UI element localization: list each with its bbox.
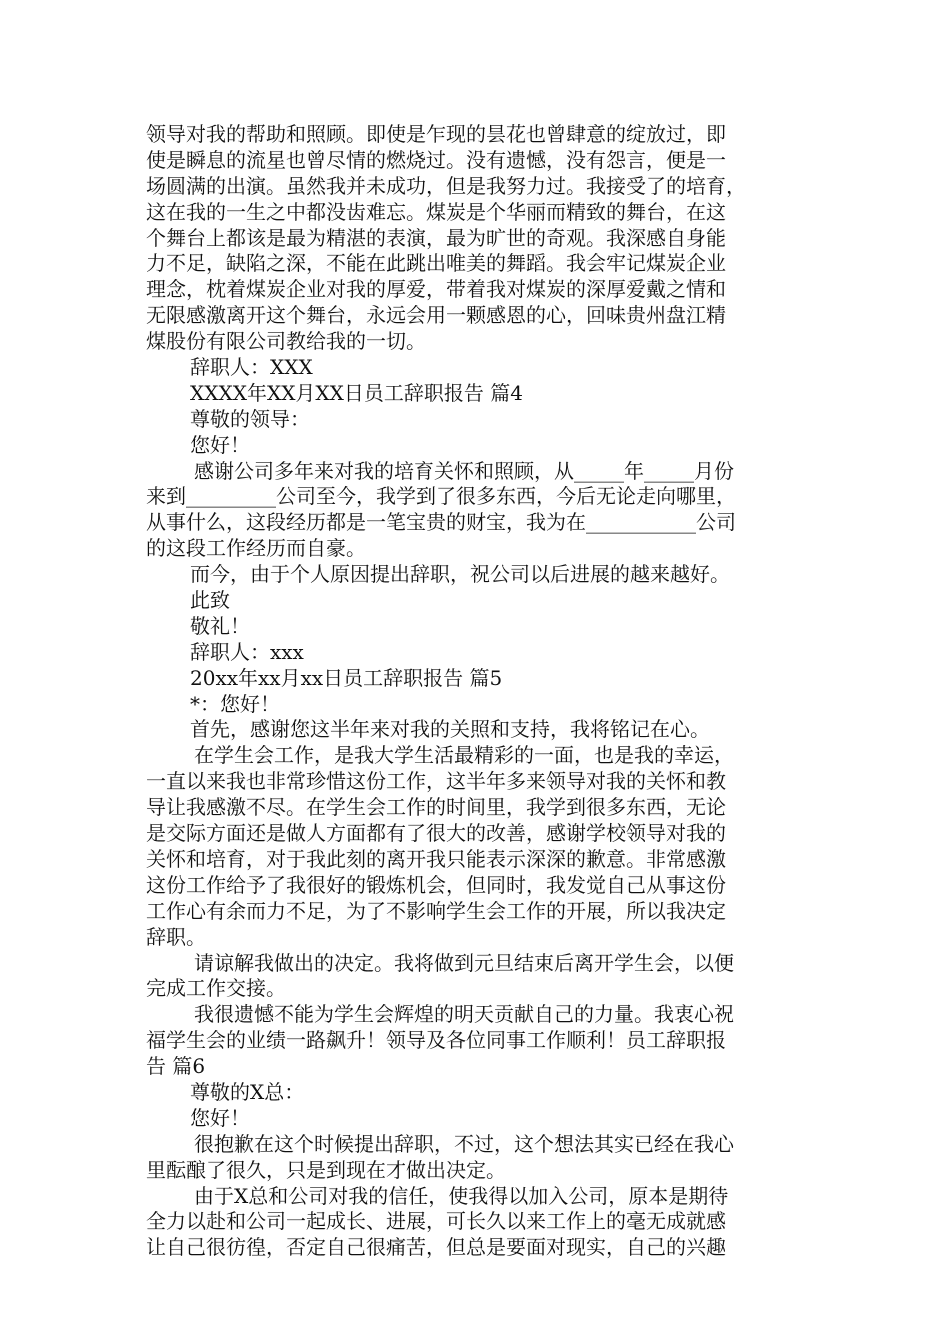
text-line: 使是瞬息的流星也曾尽情的燃烧过。没有遗憾，没有怨言，便是一 — [146, 147, 726, 172]
document-page — [146, 122, 806, 1261]
text-line: XXXX年XX月XX日员工辞职报告 篇4 — [190, 380, 523, 405]
text-line: 理念，枕着煤炭企业对我的厚爱，带着我对煤炭的深厚爱戴之情和 — [146, 277, 726, 302]
text-line: 尊敬的领导： — [190, 406, 310, 431]
text-line: 而今，由于个人原因提出辞职，祝公司以后进展的越来越好。 — [190, 562, 730, 587]
text-line: 来到_________公司至今，我学到了很多东西，今后无论走向哪里， — [146, 484, 736, 509]
text-line: 从事什么，这段经历都是一笔宝贵的财宝，我为在___________公司 — [146, 510, 736, 535]
text-line: 此致 — [190, 588, 230, 613]
text-line: 这在我的一生之中都没齿难忘。煤炭是个华丽而精致的舞台，在这 — [146, 199, 726, 224]
text-line: 领导对我的帮助和照顾。即使是乍现的昙花也曾肆意的绽放过，即 — [146, 122, 726, 146]
text-line: 是交际方面还是做人方面都有了很大的改善，感谢学校领导对我的 — [146, 821, 726, 846]
text-line: *：您好！ — [190, 691, 280, 716]
text-line: 我很遗憾不能为学生会辉煌的明天贡献自己的力量。我衷心祝 — [194, 1002, 734, 1027]
text-line: 告 篇6 — [146, 1054, 206, 1079]
text-line: 个舞台上都该是最为精湛的表演，最为旷世的奇观。我深感自身能 — [146, 225, 726, 250]
text-line: 辞职人：xxx — [190, 639, 304, 664]
text-line: 感谢公司多年来对我的培育关怀和照顾，从_____年_____月份 — [194, 458, 734, 483]
text-line: 20xx年xx月xx日员工辞职报告 篇5 — [190, 665, 503, 690]
text-line: 您好！ — [190, 432, 250, 457]
text-line: 里酝酿了很久，只是到现在才做出决定。 — [146, 1157, 506, 1182]
text-line: 让自己很彷徨，否定自己很痛苦，但总是要面对现实，自己的兴趣 — [146, 1235, 726, 1260]
text-line: 煤股份有限公司教给我的一切。 — [146, 329, 426, 354]
text-line: 一直以来我也非常珍惜这份工作，这半年多来领导对我的关怀和教 — [146, 769, 726, 794]
text-line: 辞职。 — [146, 924, 206, 949]
text-line: 请谅解我做出的决定。我将做到元旦结束后离开学生会，以便 — [194, 950, 734, 975]
text-line: 尊敬的X总： — [190, 1079, 305, 1104]
text-line: 敬礼！ — [190, 613, 250, 638]
text-line: 的这段工作经历而自豪。 — [146, 536, 366, 561]
text-line: 您好！ — [190, 1105, 250, 1130]
text-line: 完成工作交接。 — [146, 976, 286, 1001]
text-line: 在学生会工作，是我大学生活最精彩的一面，也是我的幸运， — [194, 743, 734, 768]
text-line: 力不足，缺陷之深，不能在此跳出唯美的舞蹈。我会牢记煤炭企业 — [146, 251, 726, 276]
text-line: 无限感激离开这个舞台，永远会用一颗感恩的心，回味贵州盘江精 — [146, 303, 726, 328]
text-line: 全力以赴和公司一起成长、进展，可长久以来工作上的毫无成就感 — [146, 1209, 726, 1234]
text-line: 首先，感谢您这半年来对我的关照和支持，我将铭记在心。 — [190, 717, 710, 742]
text-line: 福学生会的业绩一路飙升！领导及各位同事工作顺利！员工辞职报 — [146, 1028, 726, 1053]
text-line: 由于X总和公司对我的信任，使我得以加入公司，原本是期待 — [194, 1183, 729, 1208]
text-line: 很抱歉在这个时候提出辞职，不过，这个想法其实已经在我心 — [194, 1131, 734, 1156]
text-line: 工作心有余而力不足，为了不影响学生会工作的开展，所以我决定 — [146, 898, 726, 923]
text-line: 导让我感激不尽。在学生会工作的时间里，我学到很多东西，无论 — [146, 795, 726, 820]
text-line: 辞职人：XXX — [190, 355, 313, 380]
text-line: 关怀和培育，对于我此刻的离开我只能表示深深的歉意。非常感激 — [146, 846, 726, 871]
text-line: 场圆满的出演。虽然我并未成功，但是我努力过。我接受了的培育， — [146, 173, 746, 198]
text-line: 这份工作给予了我很好的锻炼机会，但同时，我发觉自己从事这份 — [146, 872, 726, 897]
